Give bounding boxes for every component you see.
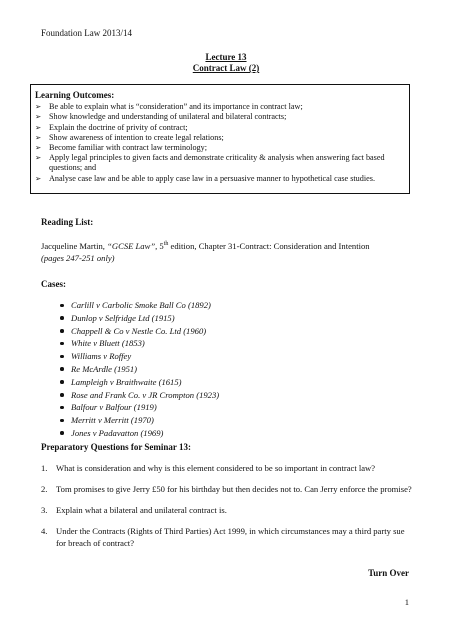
list-item: ➢ Show knowledge and understanding of unilateral and bilateral contracts; <box>35 112 287 122</box>
running-header: Foundation Law 2013/14 <box>41 28 132 38</box>
list-item: Dunlop v Selfridge Ltd (1915) <box>60 312 219 325</box>
book-title: “GCSE Law” <box>107 240 156 251</box>
reading-pages: (pages 247-251 only) <box>41 252 115 263</box>
arrow-bullet-icon: ➢ <box>35 132 42 142</box>
bullet-dot-icon <box>60 355 64 359</box>
cases-heading: Cases: <box>41 279 66 289</box>
list-item: ➢ Become familiar with contract law terminology; <box>35 143 208 153</box>
list-item: Merritt v Merritt (1970) <box>60 414 219 427</box>
turn-over-label: Turn Over <box>368 568 409 578</box>
bullet-dot-icon <box>60 393 64 397</box>
reading-list-entry: Jacqueline Martin, “GCSE Law”, 5th edition, Chapter 31-Contract: Consideration and Intention (pages 247-251 only) <box>41 240 370 263</box>
arrow-bullet-icon: ➢ <box>35 112 42 122</box>
reading-list-heading: Reading List: <box>41 217 94 227</box>
bullet-dot-icon <box>60 380 64 384</box>
bullet-dot-icon <box>60 342 64 346</box>
list-item: Balfour v Balfour (1919) <box>60 401 219 414</box>
list-item: White v Bluett (1853) <box>60 337 219 350</box>
bullet-dot-icon <box>60 316 64 320</box>
lecture-number: Lecture 13 <box>205 52 247 62</box>
learning-outcomes-heading: Learning Outcomes: <box>35 90 115 100</box>
page-number: 1 <box>404 597 409 607</box>
list-item: Lampleigh v Braithwaite (1615) <box>60 376 219 389</box>
list-item: Carlill v Carbolic Smoke Ball Co (1892) <box>60 299 219 312</box>
list-item: Re McArdle (1951) <box>60 363 219 376</box>
list-item: 3. Explain what a bilateral and unilateral contract is. <box>41 505 227 515</box>
bullet-dot-icon <box>60 419 64 423</box>
cases-list <box>60 299 219 440</box>
questions-list <box>41 462 416 558</box>
arrow-bullet-icon: ➢ <box>35 122 42 132</box>
bullet-dot-icon <box>60 367 64 371</box>
list-item: ➢ Be able to explain what is “consideration” and its importance in contract law; <box>35 102 303 112</box>
list-item: ➢ Show awareness of intention to create legal relations; <box>35 132 224 142</box>
arrow-bullet-icon: ➢ <box>35 173 42 183</box>
questions-heading: Preparatory Questions for Seminar 13: <box>41 442 191 452</box>
list-item: ➢ Apply legal principles to given facts and demonstrate criticality & analysis when answering fact based questions; and <box>35 153 385 173</box>
lecture-title-block <box>0 52 452 74</box>
arrow-bullet-icon: ➢ <box>35 143 42 153</box>
list-item: 1. What is consideration and why is this element considered to be so important in contract law? <box>41 463 376 473</box>
list-item: ➢ Explain the doctrine of privity of contract; <box>35 122 188 132</box>
list-item: Rose and Frank Co. v JR Crompton (1923) <box>60 389 219 402</box>
list-item: Chappell & Co v Nestle Co. Ltd (1960) <box>60 325 219 338</box>
bullet-dot-icon <box>60 329 64 333</box>
list-item: ➢ Analyse case law and be able to apply case law in a persuasive manner to hypothetical case studies. <box>35 173 376 183</box>
list-item: Jones v Padavatton (1969) <box>60 427 219 440</box>
arrow-bullet-icon: ➢ <box>35 153 42 163</box>
list-item: Williams v Roffey <box>60 350 219 363</box>
list-item: 2. Tom promises to give Jerry £50 for his birthday but then decides not to. Can Jerry enforce the promise? <box>41 484 412 494</box>
bullet-dot-icon <box>60 431 64 435</box>
learning-outcomes-list <box>35 102 405 184</box>
arrow-bullet-icon: ➢ <box>35 102 42 112</box>
bullet-dot-icon <box>60 304 64 308</box>
lecture-subject: Contract Law (2) <box>192 63 260 73</box>
list-item: 4. Under the Contracts (Rights of Third Parties) Act 1999, in which circumstances may a third party sue for breach of contract? <box>41 526 405 548</box>
bullet-dot-icon <box>60 406 64 410</box>
learning-outcomes-box <box>30 84 410 194</box>
